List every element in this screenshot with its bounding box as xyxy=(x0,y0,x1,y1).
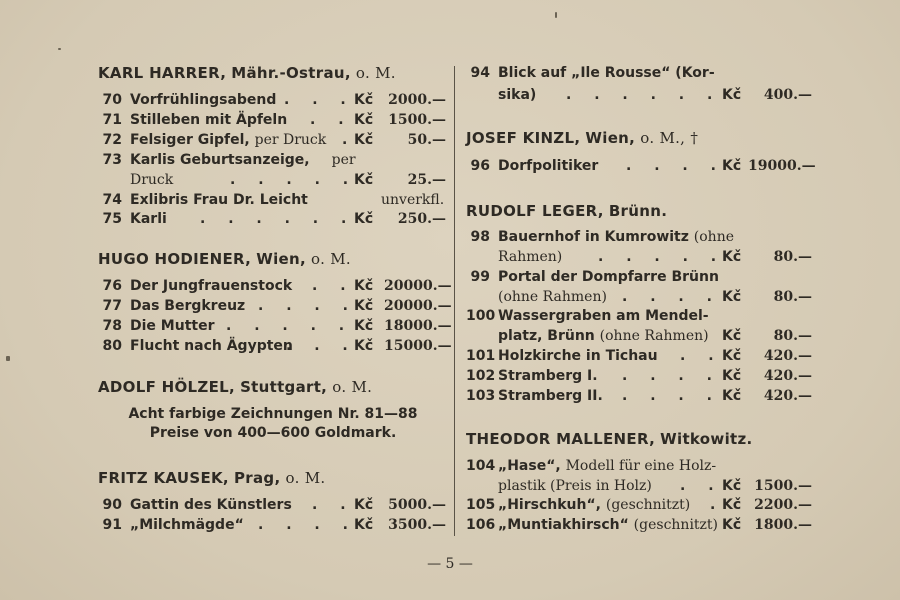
entry-number: 99 xyxy=(470,269,490,285)
leader-dots: . . . . xyxy=(258,298,357,314)
entry-price: 80.— xyxy=(773,249,812,265)
entry-price: 250.— xyxy=(397,211,446,227)
entry-note: (geschnitzt) xyxy=(605,497,691,513)
entry-note: (ohne xyxy=(693,229,734,245)
entry-title xyxy=(498,516,718,534)
entry-price: 3500.— xyxy=(388,517,446,533)
entry-price: 19000.— xyxy=(748,158,816,174)
leader-dots: . . . xyxy=(284,92,355,108)
entry-title: Dorfpolitiker xyxy=(498,158,599,174)
entry-price: 18000.— xyxy=(384,318,452,334)
entry-currency: Kč xyxy=(722,249,742,265)
leader-dots: . . . . . xyxy=(230,172,358,188)
entry-title: Karli xyxy=(130,211,167,227)
entry-continuation: sika) xyxy=(498,87,537,103)
entry-price: 80.— xyxy=(773,328,812,344)
entry-title: Stramberg I. xyxy=(498,368,598,384)
leader-dots: . . xyxy=(312,278,355,294)
page-number: — 5 — xyxy=(427,556,473,572)
entry-number: 94 xyxy=(470,65,490,81)
entry-price: 1500.— xyxy=(388,112,446,128)
artist-heading-hoelzel xyxy=(98,378,372,396)
paper-speck xyxy=(555,12,557,18)
entry-title-text: Felsiger Gipfel, xyxy=(130,132,250,148)
entry-currency: Kč xyxy=(722,289,742,305)
entry-price: 1500.— xyxy=(754,478,812,494)
entry-continuation: Rahmen) xyxy=(498,249,563,265)
entry-currency: Kč xyxy=(354,112,374,128)
entry-number: 75 xyxy=(102,211,122,227)
entry-currency: Kč xyxy=(722,517,742,533)
leader-dots: . xyxy=(342,132,357,148)
entry-number: 74 xyxy=(102,192,122,208)
entry-title: Blick auf „Ile Rousse“ (Kor- xyxy=(498,65,715,81)
entry-currency: Kč xyxy=(722,87,742,103)
entry-title: Der Jungfrauenstock xyxy=(130,278,293,294)
leader-dots: . . . . . xyxy=(598,249,726,265)
entry-number: 90 xyxy=(102,497,122,513)
artist-place: Mähr.-Ostrau, xyxy=(231,64,351,82)
leader-dots: . . . . xyxy=(258,517,357,533)
leader-dots: . xyxy=(710,497,725,513)
hoelzel-description: Acht farbige Zeichnungen Nr. 81—88 xyxy=(128,406,418,422)
artist-heading-kausek xyxy=(98,469,325,487)
entry-price: 420.— xyxy=(763,348,812,364)
leader-dots: . . . . . . xyxy=(200,211,356,227)
paper-speck xyxy=(58,48,61,50)
entry-title: Exlibris Frau Dr. Leicht xyxy=(130,192,308,208)
leader-dots: . . . . xyxy=(626,158,725,174)
entry-title: Stilleben mit Äpfeln xyxy=(130,112,288,128)
entry-price: 20000.— xyxy=(384,278,452,294)
entry-price: 5000.— xyxy=(388,497,446,513)
entry-currency: Kč xyxy=(354,211,374,227)
entry-price: 420.— xyxy=(763,368,812,384)
entry-number: 101 xyxy=(466,348,496,364)
leader-dots: . . xyxy=(312,497,355,513)
entry-continuation: Druck xyxy=(130,172,174,188)
entry-price: 80.— xyxy=(773,289,812,305)
entry-number: 106 xyxy=(466,517,496,533)
entry-currency: Kč xyxy=(722,328,742,344)
entry-title-text: Karlis Geburtsanzeige, xyxy=(130,152,310,168)
artist-suffix: o. M. xyxy=(311,250,351,268)
entry-note: per Druck xyxy=(254,132,327,148)
entry-title xyxy=(130,131,326,149)
paper-speck xyxy=(6,356,10,361)
entry-currency: Kč xyxy=(354,278,374,294)
entry-number: 104 xyxy=(466,458,496,474)
artist-name: KARL HARRER, xyxy=(98,64,227,82)
entry-number: 78 xyxy=(102,318,122,334)
entry-currency: Kč xyxy=(722,388,742,404)
entry-title: „Milchmägde“ xyxy=(130,517,244,533)
entry-currency: Kč xyxy=(354,92,374,108)
leader-dots: . . xyxy=(310,112,353,128)
entry-price: 25.— xyxy=(407,172,446,188)
entry-continuation: plastik (Preis in Holz) xyxy=(498,478,652,494)
entry-currency: Kč xyxy=(722,497,742,513)
entry-number: 80 xyxy=(102,338,122,354)
entry-price: unverkfl. xyxy=(381,192,445,208)
entry-title xyxy=(130,151,356,169)
artist-name: THEODOR MALLENER, xyxy=(466,430,656,448)
entry-title: Portal der Dompfarre Brünn xyxy=(498,269,719,285)
leader-dots: . . . . xyxy=(622,388,721,404)
entry-title: Das Bergkreuz xyxy=(130,298,246,314)
entry-price: 50.— xyxy=(407,132,446,148)
entry-title: Die Mutter xyxy=(130,318,215,334)
entry-title-text: Bauernhof in Kumrowitz xyxy=(498,229,689,245)
entry-currency: Kč xyxy=(354,318,374,334)
entry-currency: Kč xyxy=(354,517,374,533)
column-divider xyxy=(454,66,455,536)
artist-heading-harrer xyxy=(98,64,396,82)
entry-number: 100 xyxy=(466,308,496,324)
entry-number: 91 xyxy=(102,517,122,533)
artist-name: RUDOLF LEGER, xyxy=(466,202,604,220)
artist-heading-hodiener xyxy=(98,250,351,268)
entry-currency: Kč xyxy=(354,298,374,314)
entry-continuation: (ohne Rahmen) xyxy=(498,289,607,305)
artist-suffix: o. M., † xyxy=(640,129,699,147)
entry-currency: Kč xyxy=(722,158,742,174)
entry-number: 96 xyxy=(470,158,490,174)
entry-currency: Kč xyxy=(354,132,374,148)
entry-price: 2200.— xyxy=(754,497,812,513)
entry-title xyxy=(498,228,734,246)
leader-dots: . . . . . xyxy=(226,318,354,334)
artist-suffix: o. M. xyxy=(355,64,396,82)
entry-number: 98 xyxy=(470,229,490,245)
entry-number: 72 xyxy=(102,132,122,148)
entry-title: Stramberg II. xyxy=(498,388,603,404)
entry-continuation xyxy=(498,327,709,345)
entry-note: (geschnitzt) xyxy=(633,517,719,533)
entry-title xyxy=(498,496,690,514)
leader-dots: . . . . xyxy=(622,289,721,305)
artist-suffix: o. M. xyxy=(332,378,373,396)
entry-title: Holzkirche in Tichau xyxy=(498,348,658,364)
entry-title-text: „Hase“, xyxy=(498,458,561,474)
leader-dots: . . xyxy=(680,348,723,364)
hoelzel-prices: Preise von 400—600 Goldmark. xyxy=(149,425,397,441)
entry-currency: Kč xyxy=(722,478,742,494)
artist-name: JOSEF KINZL, xyxy=(466,129,581,147)
artist-name: FRITZ KAUSEK, xyxy=(98,469,229,487)
entry-note: Modell für eine Holz- xyxy=(565,458,717,474)
artist-suffix: o. M. xyxy=(285,469,326,487)
artist-heading-leger xyxy=(466,202,667,220)
artist-name: ADOLF HÖLZEL, xyxy=(98,378,235,396)
artist-heading-mallener xyxy=(466,430,753,448)
artist-place: Stuttgart, xyxy=(240,378,328,396)
entry-title: Vorfrühlingsabend xyxy=(130,92,277,108)
entry-number: 70 xyxy=(102,92,122,108)
entry-currency: Kč xyxy=(354,338,374,354)
entry-title xyxy=(498,457,716,475)
entry-continuation-bold: platz, Brünn xyxy=(498,328,595,344)
entry-note: (ohne Rahmen) xyxy=(599,328,709,344)
entry-title: Flucht nach Ägypten xyxy=(130,338,293,354)
entry-number: 105 xyxy=(466,497,496,513)
entry-price: 1800.— xyxy=(754,517,812,533)
entry-number: 71 xyxy=(102,112,122,128)
entry-number: 103 xyxy=(466,388,496,404)
leader-dots: . . . . . . xyxy=(566,87,722,103)
entry-title: Wassergraben am Mendel- xyxy=(498,308,709,324)
artist-place: Wien, xyxy=(256,250,306,268)
artist-place: Brünn. xyxy=(608,202,668,220)
entry-currency: Kč xyxy=(722,348,742,364)
entry-title: Gattin des Künstlers xyxy=(130,497,292,513)
artist-place: Wien, xyxy=(585,129,636,147)
leader-dots: . . . . xyxy=(622,368,721,384)
entry-price: 400.— xyxy=(763,87,812,103)
leader-dots: . . . xyxy=(286,338,357,354)
artist-place: Witkowitz. xyxy=(660,430,753,448)
artist-place: Prag, xyxy=(234,469,281,487)
entry-number: 76 xyxy=(102,278,122,294)
entry-title-text: „Hirschkuh“, xyxy=(498,497,601,513)
entry-currency: Kč xyxy=(354,497,374,513)
entry-price: 15000.— xyxy=(384,338,452,354)
artist-heading-kinzl xyxy=(466,129,698,147)
entry-number: 73 xyxy=(102,152,122,168)
leader-dots: . . xyxy=(680,478,723,494)
entry-number: 77 xyxy=(102,298,122,314)
entry-price: 2000.— xyxy=(388,92,446,108)
entry-currency: Kč xyxy=(354,172,374,188)
entry-note: per xyxy=(331,152,356,168)
entry-price: 420.— xyxy=(763,388,812,404)
entry-price: 20000.— xyxy=(384,298,452,314)
artist-name: HUGO HODIENER, xyxy=(98,250,252,268)
entry-number: 102 xyxy=(466,368,496,384)
entry-currency: Kč xyxy=(722,368,742,384)
entry-title-text: „Muntiakhirsch“ xyxy=(498,517,629,533)
